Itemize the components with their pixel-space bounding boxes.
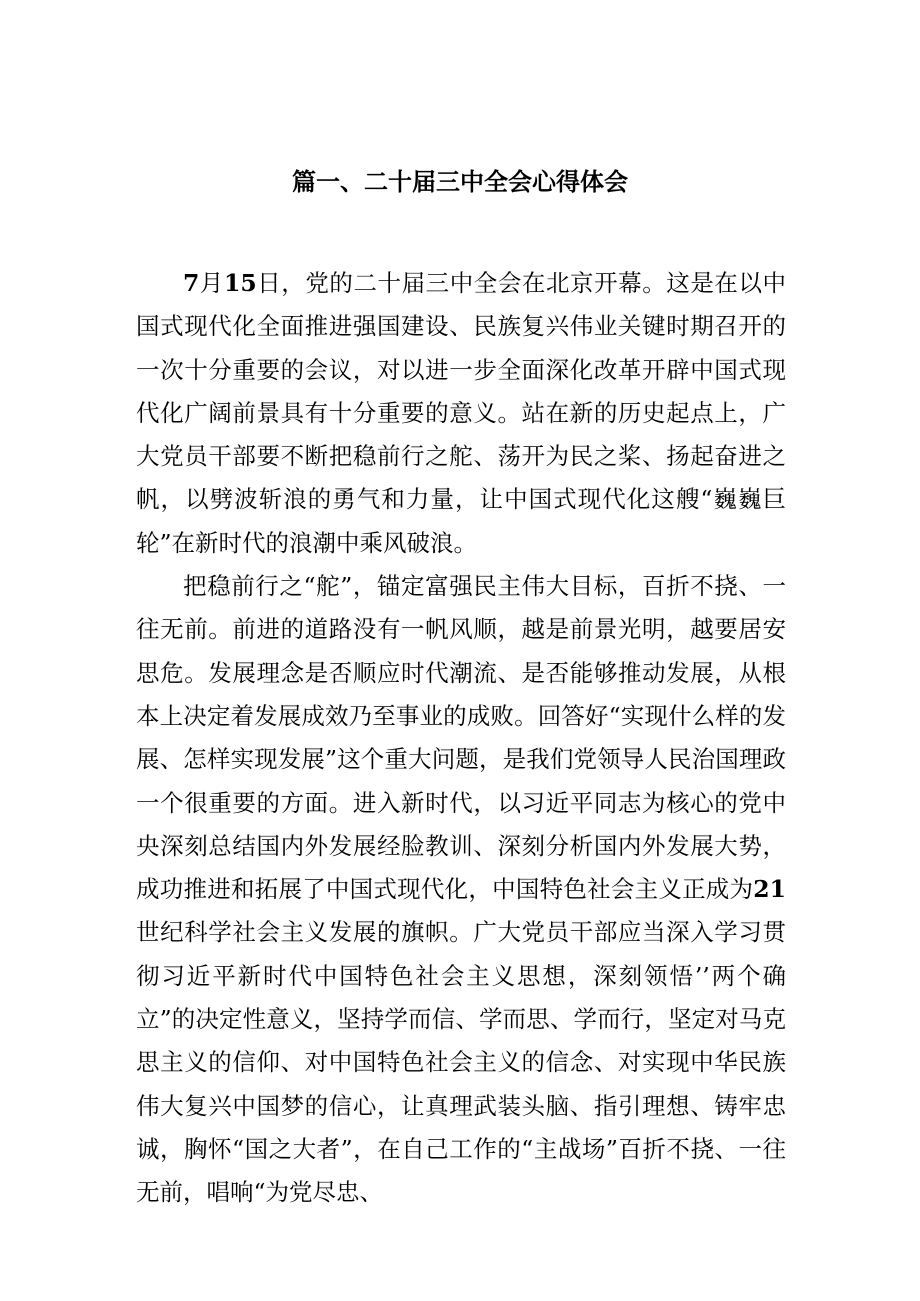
paragraph-1: 7月15日，党的二十届三中全会在北京开幕。这是在以中国式现代化全面推进强国建设、民族复兴伟业关键时期召开的一次十分重要的会议，对以进一步全面深化改革开辟中国式现代化广阔前景具有十分重要的意义。站在新的历史起点上，广大党员干部要不断把稳前行之舵、荡开为民之桨、扬起奋进之帆，以劈波斩浪的勇气和力量，让中国式现代化这艘“巍巍巨轮”在新时代的浪潮中乘风破浪。 [136,269,787,557]
document-title: 篇一、二十届三中全会心得体会 [292,168,628,196]
paragraph-2: 把稳前行之“舵”，锚定富强民主伟大目标，百折不挠、一往无前。前进的道路没有一帆风顺，越是前景光明，越要居安思危。发展理念是否顺应时代潮流、是否能够推动发展，从根本上决定着发展成效乃至事业的成败。回答好“实现什么样的发展、怎样实现发展”这个重大问题，是我们党领导人民治国理政一个很重要的方面。进入新时代，以习近平同志为核心的党中央深刻总结国内外发展经脸教训、深刻分析国内外发展大势，成功推进和拓展了中国式现代化，中国特色社会主义正成为21世纪科学社会主义发展的旗帜。广大党员干部应当深入学习贯彻习近平新时代中国特色社会主义思想，深刻领悟’’两个确立”的决定性意义，坚持学而信、学而思、学而行，坚定对马克思主义的信仰、对中国特色社会主义的信念、对实现中华民族伟大复兴中国梦的信心，让真理武装头脑、指引理想、铸牢忠诚，胸怀“国之大者”，在自己工作的“主战场”百折不挠、一往无前，唱响“为党尽忠、 [136,572,786,1207]
document-body [136,262,786,1215]
